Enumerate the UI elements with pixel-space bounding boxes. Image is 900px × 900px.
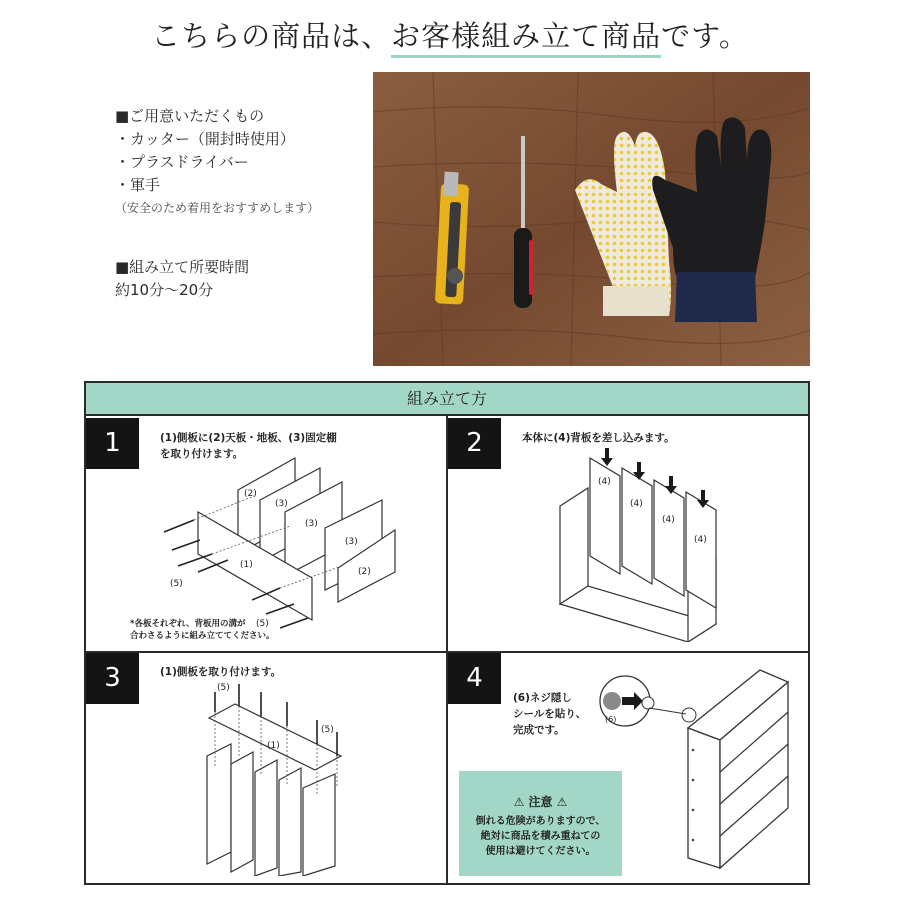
headline-highlight: お客様組み立て商品 <box>391 19 661 58</box>
step4-caption-line1: (6)ネジ隠し <box>513 692 572 704</box>
caution-line1: 倒れる危険がありますので、 <box>475 816 606 827</box>
step-number-4: 4 <box>448 653 501 704</box>
diagram-label: (2) <box>244 489 257 499</box>
step1-note-line1: *各板それぞれ、背板用の溝が <box>130 619 246 629</box>
shelf-section <box>279 768 301 876</box>
requirements-heading: ■ご用意いただくもの <box>115 107 265 125</box>
headline <box>0 14 900 55</box>
requirements-block <box>115 105 319 302</box>
diagram-label: (4) <box>598 477 611 487</box>
diagram-label: (5) <box>170 579 183 589</box>
tools-photo <box>373 72 810 366</box>
time-heading: ■組み立て所要時間 <box>115 258 250 276</box>
back-panel <box>654 480 684 596</box>
step-number-2: 2 <box>448 418 501 469</box>
diagram-label: (5) <box>256 619 269 629</box>
step3-caption: (1)側板を取り付けます。 <box>160 666 282 678</box>
step1-caption-line1: (1)側板に(2)天板・地板、(3)固定棚 <box>160 432 337 444</box>
shelf-section <box>231 752 253 872</box>
diagram-label: (4) <box>662 515 675 525</box>
down-arrow-icon <box>601 448 613 466</box>
shelf-section <box>255 760 277 876</box>
step1-note-line2: 合わさるように組み立ててください。 <box>130 631 275 641</box>
caution-body <box>459 814 622 859</box>
diagram-label: (1) <box>267 741 280 751</box>
step4-caption-line2: シールを貼り、 <box>513 708 587 720</box>
caution-line2: 絶対に商品を積み重ねての <box>480 831 601 842</box>
back-panel <box>590 458 620 574</box>
screw-hole-icon <box>642 697 654 709</box>
back-panel <box>686 492 716 608</box>
panel-bottom <box>207 744 231 864</box>
requirement-item: ・プラスドライバー <box>115 153 249 171</box>
diagram-label: (1) <box>240 560 253 570</box>
requirement-item: ・カッター（開封時使用） <box>115 130 295 148</box>
time-value: 約10分〜20分 <box>115 281 214 299</box>
grid-divider-vertical <box>446 416 448 883</box>
diagram-label: (6) <box>605 715 617 724</box>
step4-caption-line3: 完成です。 <box>513 724 565 736</box>
diagram-label: (5) <box>217 683 230 693</box>
diagram-label: (5) <box>321 725 334 735</box>
caution-title: ⚠ 注意 ⚠ <box>513 795 568 809</box>
step4-diagram <box>596 668 801 873</box>
diagram-label: (3) <box>305 519 318 529</box>
step2-caption: 本体に(4)背板を差し込みます。 <box>522 432 675 444</box>
step1-caption-line2: を取り付けます。 <box>160 448 244 460</box>
diagram-label: (2) <box>358 567 371 577</box>
shelf-section <box>303 774 335 876</box>
panel-side <box>560 488 588 604</box>
diagram-label: (3) <box>275 499 288 509</box>
headline-part1: こちらの商品は、 <box>151 19 392 53</box>
caution-line3: 使用は避けてください。 <box>485 846 596 857</box>
instructions-title: 組み立て方 <box>86 383 808 416</box>
back-panel <box>622 468 652 584</box>
diagram-label: (3) <box>345 537 358 547</box>
sticker-icon <box>603 692 621 710</box>
headline-part3: です。 <box>661 19 749 53</box>
step3-diagram <box>195 676 355 876</box>
step-number-3: 3 <box>86 653 139 704</box>
step1-diagram <box>160 450 440 635</box>
step4-caption <box>513 690 586 738</box>
diagram-label: (4) <box>630 499 643 509</box>
step2-diagram <box>548 446 728 642</box>
diagram-label: (4) <box>694 535 707 545</box>
requirement-note: （安全のため着用をおすすめします） <box>115 201 320 215</box>
requirement-item: ・軍手 <box>115 176 161 194</box>
step-number-1: 1 <box>86 418 139 469</box>
